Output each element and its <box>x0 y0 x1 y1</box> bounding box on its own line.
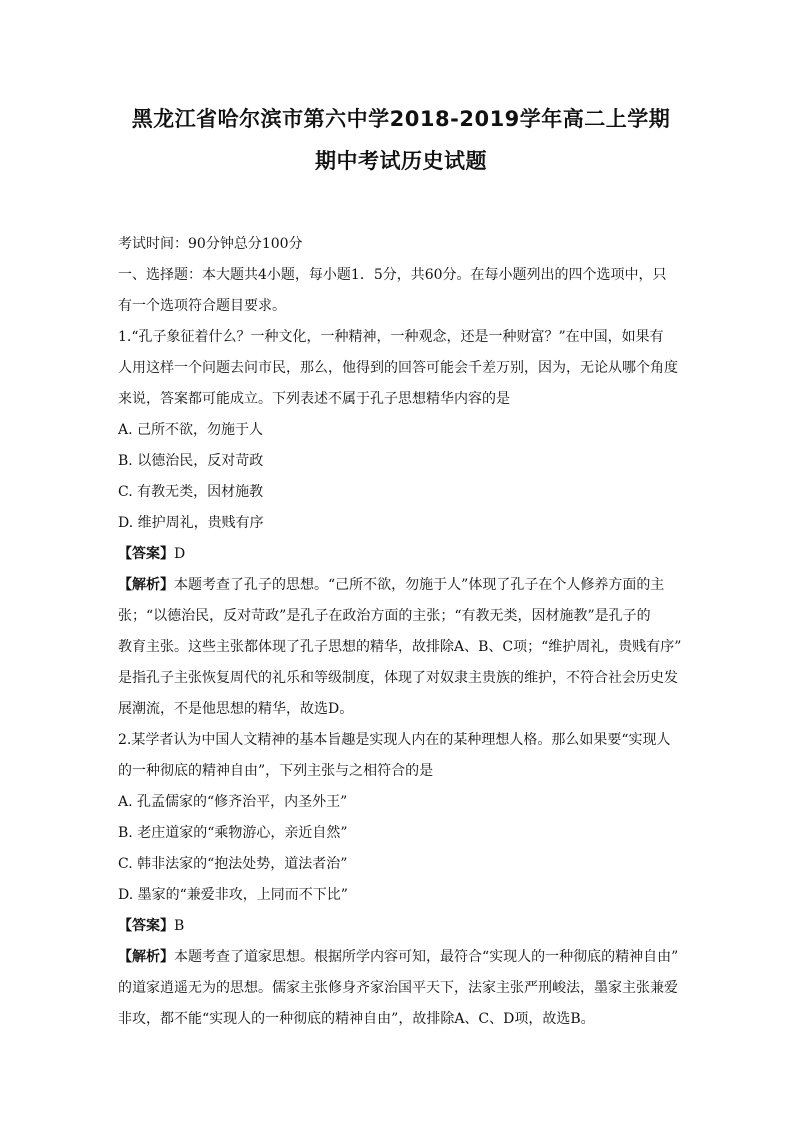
analysis-tag: 【解析】 <box>118 577 174 593</box>
question-stem-line: 1.“孔子象征着什么？一种文化，一种精神，一种观念，还是一种财富？”在中国，如果有 <box>118 329 664 345</box>
option-d: D. 维护周礼，贵贱有序 <box>118 515 264 531</box>
section-instruction-line-1: 一、选择题：本大题共4小题，每小题1．5分，共60分。在每小题列出的四个选项中，只 <box>118 267 667 283</box>
question-stem-line: 的一种彻底的精神自由”，下列主张与之相符合的是 <box>118 763 434 779</box>
option-a: A. 己所不欲，勿施于人 <box>118 422 264 438</box>
question-stem-line: 人用这样一个问题去问市民，那么，他得到的回答可能会千差万别，因为，无论从哪个角度 <box>118 360 678 376</box>
option-a: A. 孔孟儒家的“修齐治平，内圣外王” <box>118 794 348 810</box>
answer-tag: 【答案】 <box>118 918 174 934</box>
analysis-text: 本题考查了道家思想。根据所学内容可知，最符合“实现人的一种彻底的精神自由” <box>174 949 679 965</box>
analysis-line: 的道家逍遥无为的思想。儒家主张修身齐家治国平天下，法家主张严刑峻法，墨家主张兼爱 <box>118 980 678 996</box>
analysis-line <box>118 570 684 601</box>
question-stem-line: 来说，答案都可能成立。下列表述不属于孔子思想精华内容的是 <box>118 391 510 407</box>
question-1 <box>118 322 684 725</box>
option-b: B. 以德治民，反对苛政 <box>118 453 264 469</box>
option-c: C. 韩非法家的“抱法处势，道法者治” <box>118 856 348 872</box>
page-title-line-1: 黑龙江省哈尔滨市第六中学2018-2019学年高二上学期 <box>131 107 671 131</box>
answer-tag: 【答案】 <box>118 546 174 562</box>
analysis-line: 展潮流，不是他思想的精华，故选D。 <box>118 701 354 717</box>
analysis-line: 是指孔子主张恢复周代的礼乐和等级制度，体现了对奴隶主贵族的维护，不符合社会历史发 <box>118 670 678 686</box>
option-c: C. 有教无类，因材施教 <box>118 484 264 500</box>
answer-value: D <box>174 546 186 562</box>
option-d: D. 墨家的“兼爱非攻，上同而不下比” <box>118 887 348 903</box>
answer-value: B <box>174 918 185 934</box>
page-title-line-2: 期中考试历史试题 <box>315 149 487 173</box>
question-2 <box>118 725 684 1035</box>
answer-line <box>118 911 684 942</box>
exam-time: 考试时间：90分钟总分100分 <box>118 236 303 252</box>
option-b: B. 老庄道家的“乘物游心，亲近自然” <box>118 825 348 841</box>
exam-content <box>118 229 684 1035</box>
analysis-tag: 【解析】 <box>118 949 174 965</box>
analysis-line: 张；“以德治民，反对苛政”是孔子在政治方面的主张；“有教无类，因材施教”是孔子的 <box>118 608 651 624</box>
analysis-line <box>118 942 684 973</box>
analysis-text: 本题考查了孔子的思想。“己所不欲，勿施于人”体现了孔子在个人修养方面的主 <box>174 577 665 593</box>
answer-line <box>118 539 684 570</box>
analysis-line: 非攻，都不能“实现人的一种彻底的精神自由”，故排除A、C、D项，故选B。 <box>118 1011 595 1027</box>
analysis-line: 教育主张。这些主张都体现了孔子思想的精华，故排除A、B、C项；“维护周礼，贵贱有序” <box>118 639 682 655</box>
question-stem-line: 2.某学者认为中国人文精神的基本旨趣是实现人内在的某种理想人格。那么如果要“实现人 <box>118 732 671 748</box>
section-instruction-line-2: 有一个选项符合题目要求。 <box>118 298 286 314</box>
